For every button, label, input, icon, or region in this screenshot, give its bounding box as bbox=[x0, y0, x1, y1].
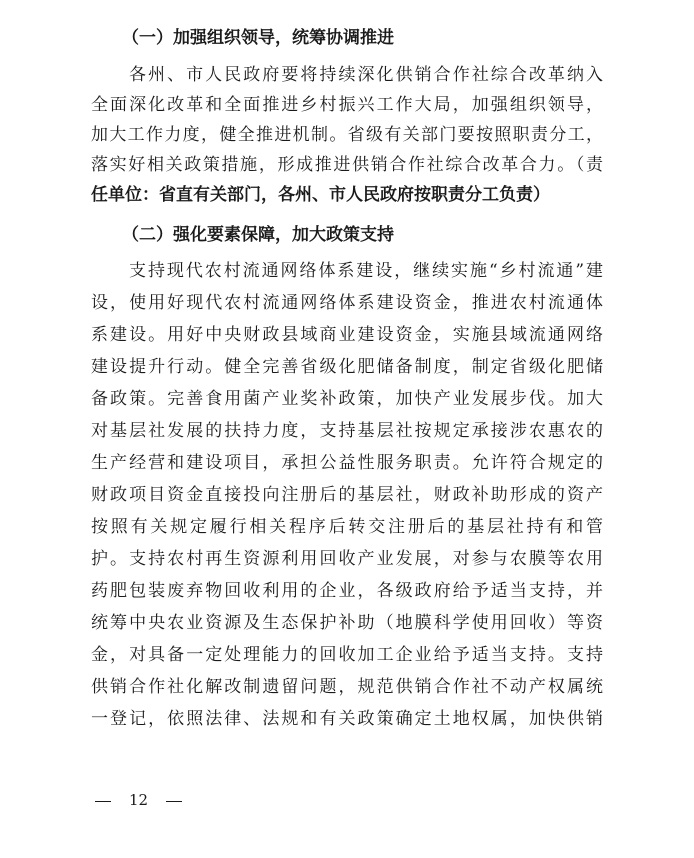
footer-dash-right bbox=[166, 801, 182, 802]
paragraph-line: 供销合作社化解改制遗留问题，规范供销合作社不动产权属统 bbox=[91, 677, 603, 697]
section-heading-2: （二）强化要素保障，加大政策支持 bbox=[122, 225, 394, 245]
paragraph-line: 护。支持农村再生资源利用回收产业发展，对参与农膜等农用 bbox=[91, 549, 603, 569]
paragraph-line: 建设提升行动。健全完善省级化肥储备制度，制定省级化肥储 bbox=[91, 357, 603, 377]
paragraph-line: 各州、市人民政府要将持续深化供销合作社综合改革纳入 bbox=[129, 65, 603, 85]
page-number: 12 bbox=[129, 791, 149, 809]
paragraph-line: 备政策。完善食用菌产业奖补政策，加快产业发展步伐。加大 bbox=[91, 389, 603, 409]
paragraph-line: 加大工作力度，健全推进机制。省级有关部门要按照职责分工， bbox=[91, 125, 603, 145]
paragraph-line: 药肥包装废弃物回收利用的企业，各级政府给予适当支持，并 bbox=[91, 581, 603, 601]
footer-dash-left bbox=[95, 801, 111, 802]
paragraph-line: 设，使用好现代农村流通网络体系建设资金，推进农村流通体 bbox=[91, 293, 603, 313]
paragraph-line: 系建设。用好中央财政县域商业建设资金，实施县域流通网络 bbox=[91, 325, 603, 345]
paragraph-line: 全面深化改革和全面推进乡村振兴工作大局，加强组织领导， bbox=[91, 95, 603, 115]
page-footer bbox=[91, 788, 186, 812]
section-heading-1: （一）加强组织领导，统筹协调推进 bbox=[122, 28, 394, 48]
paragraph-line: 生产经营和建设项目，承担公益性服务职责。允许符合规定的 bbox=[91, 453, 603, 473]
paragraph-line: 对基层社发展的扶持力度，支持基层社按规定承接涉农惠农的 bbox=[91, 421, 603, 441]
paragraph-line-responsibility: 任单位：省直有关部门，各州、市人民政府按职责分工负责） bbox=[91, 185, 550, 205]
paragraph-line: 按照有关规定履行相关程序后转交注册后的基层社持有和管 bbox=[91, 517, 603, 537]
paragraph-line: 支持现代农村流通网络体系建设，继续实施“乡村流通”建 bbox=[129, 261, 603, 281]
paragraph-line: 统筹中央农业资源及生态保护补助（地膜科学使用回收）等资 bbox=[91, 613, 603, 633]
paragraph-line: 一登记，依照法律、法规和有关政策确定土地权属，加快供销 bbox=[91, 709, 603, 729]
paragraph-line: 金，对具备一定处理能力的回收加工企业给予适当支持。支持 bbox=[91, 645, 603, 665]
paragraph-line: 财政项目资金直接投向注册后的基层社，财政补助形成的资产 bbox=[91, 485, 603, 505]
paragraph-line: 落实好相关政策措施，形成推进供销合作社综合改革合力。（责 bbox=[91, 155, 603, 175]
